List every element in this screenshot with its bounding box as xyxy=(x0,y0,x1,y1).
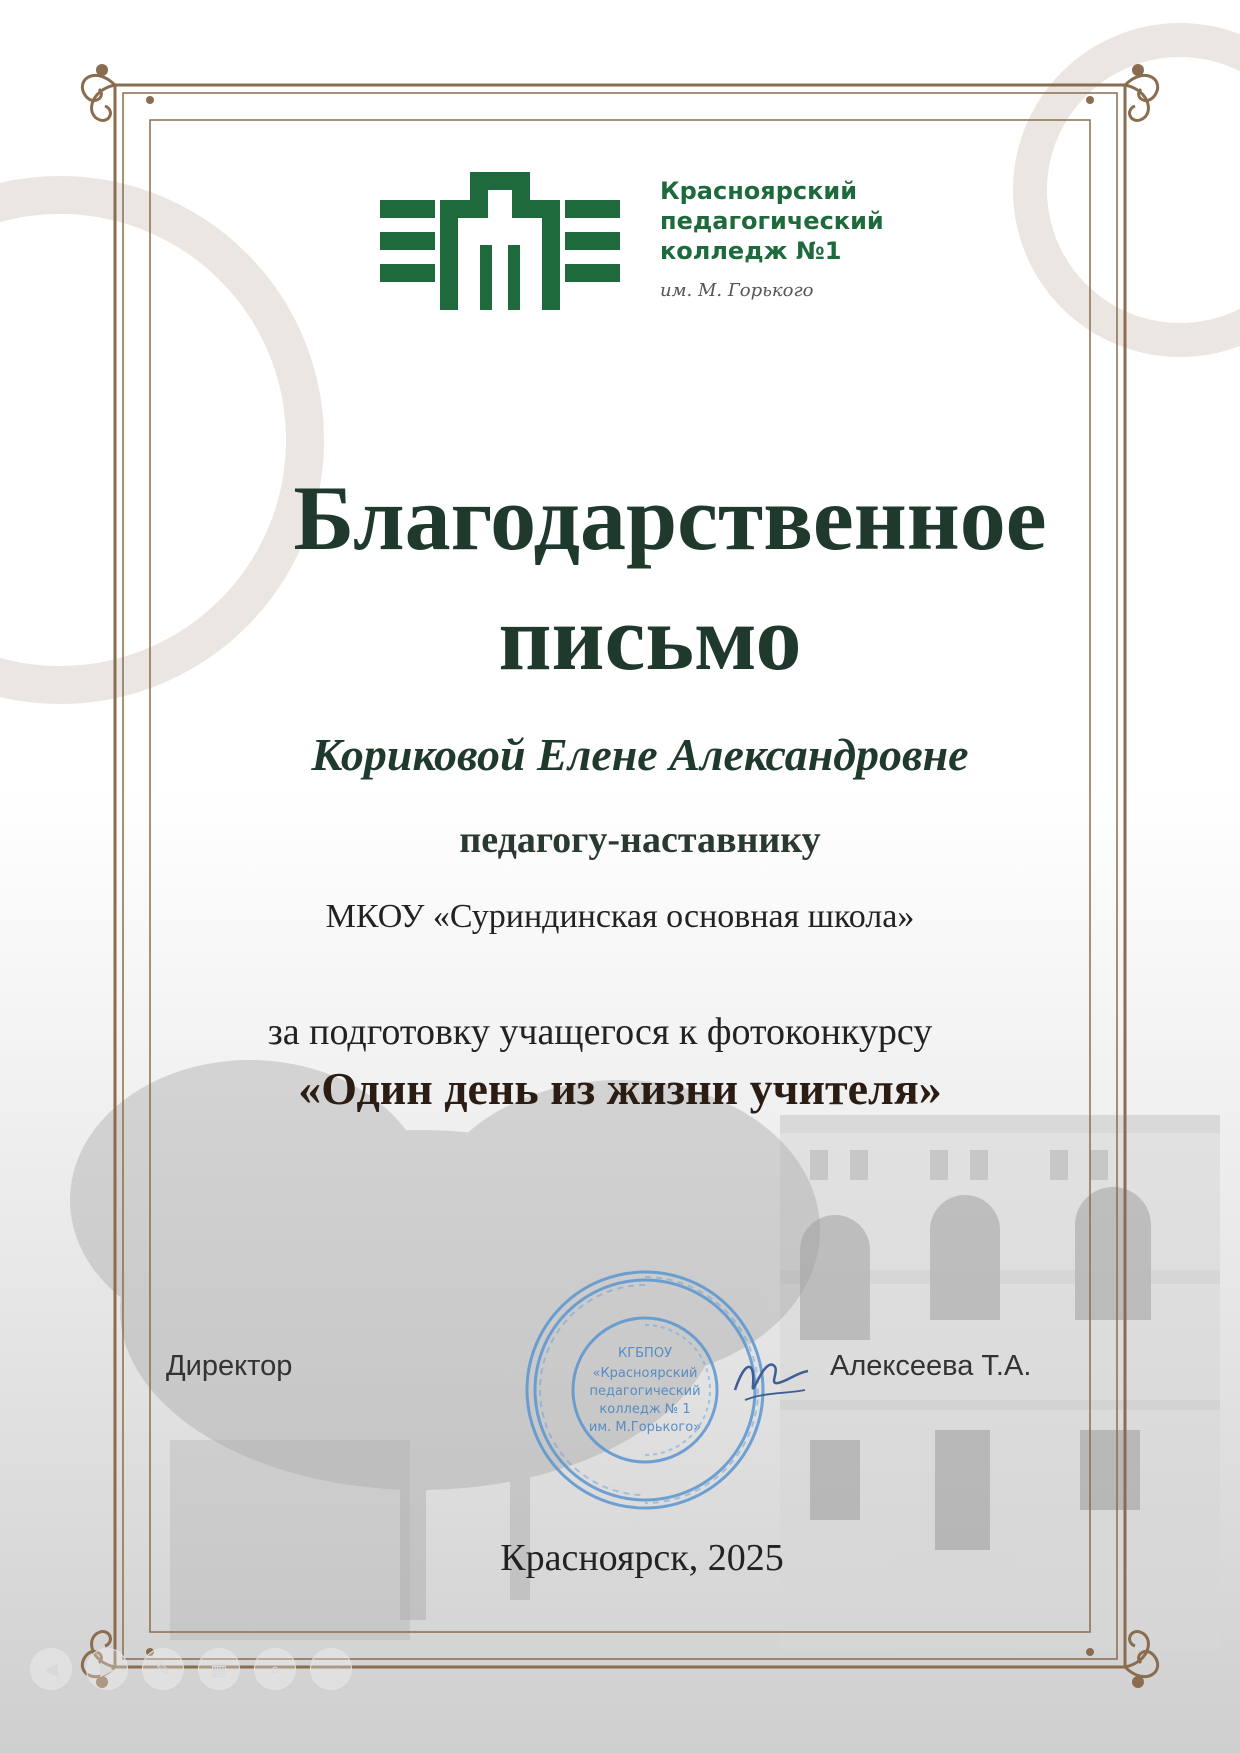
college-signature: им. М. Горького xyxy=(660,280,814,301)
college-name xyxy=(660,176,884,266)
recipient-name: Кориковой Елене Александровне xyxy=(311,729,969,780)
college-logo-icon xyxy=(380,170,620,310)
pen-icon[interactable]: ✎ xyxy=(142,1648,184,1690)
signatory-position: Директор xyxy=(166,1350,293,1382)
award-reason: за подготовку учащегося к фотоконкурсу xyxy=(267,1011,933,1053)
grid-icon[interactable]: ▦ xyxy=(198,1648,240,1690)
college-name-line: педагогический xyxy=(660,207,884,235)
contest-name: «Один день из жизни учителя» xyxy=(298,1063,942,1114)
stamp-text-line: педагогический xyxy=(589,1384,701,1399)
document-title-line2: письмо xyxy=(498,587,802,689)
recipient-school: МКОУ «Суриндинская основная школа» xyxy=(325,898,915,935)
back-icon[interactable]: ◀ xyxy=(30,1648,72,1690)
stamp-text-line: им. М.Горького» xyxy=(588,1420,702,1435)
stamp-text-line: «Красноярский xyxy=(592,1366,698,1381)
more-icon[interactable]: ⋯ xyxy=(310,1648,352,1690)
viewer-toolbar xyxy=(30,1648,352,1694)
signatory-name: Алексеева Т.А. xyxy=(830,1350,1032,1382)
college-name-line: Красноярский xyxy=(660,177,858,205)
signature-icon xyxy=(730,1350,810,1410)
stamp-text-line: колледж № 1 xyxy=(599,1402,691,1417)
city-year: Красноярск, 2025 xyxy=(500,1537,784,1579)
college-name-line: колледж №1 xyxy=(660,237,842,265)
stamp-text-line: КГБПОУ xyxy=(617,1346,673,1361)
zoom-icon[interactable]: ⌕ xyxy=(254,1648,296,1690)
document-title-line1: Благодарственное xyxy=(293,467,1047,569)
recipient-role: педагогу-наставнику xyxy=(459,819,821,861)
forward-icon[interactable]: ▶ xyxy=(86,1648,128,1690)
